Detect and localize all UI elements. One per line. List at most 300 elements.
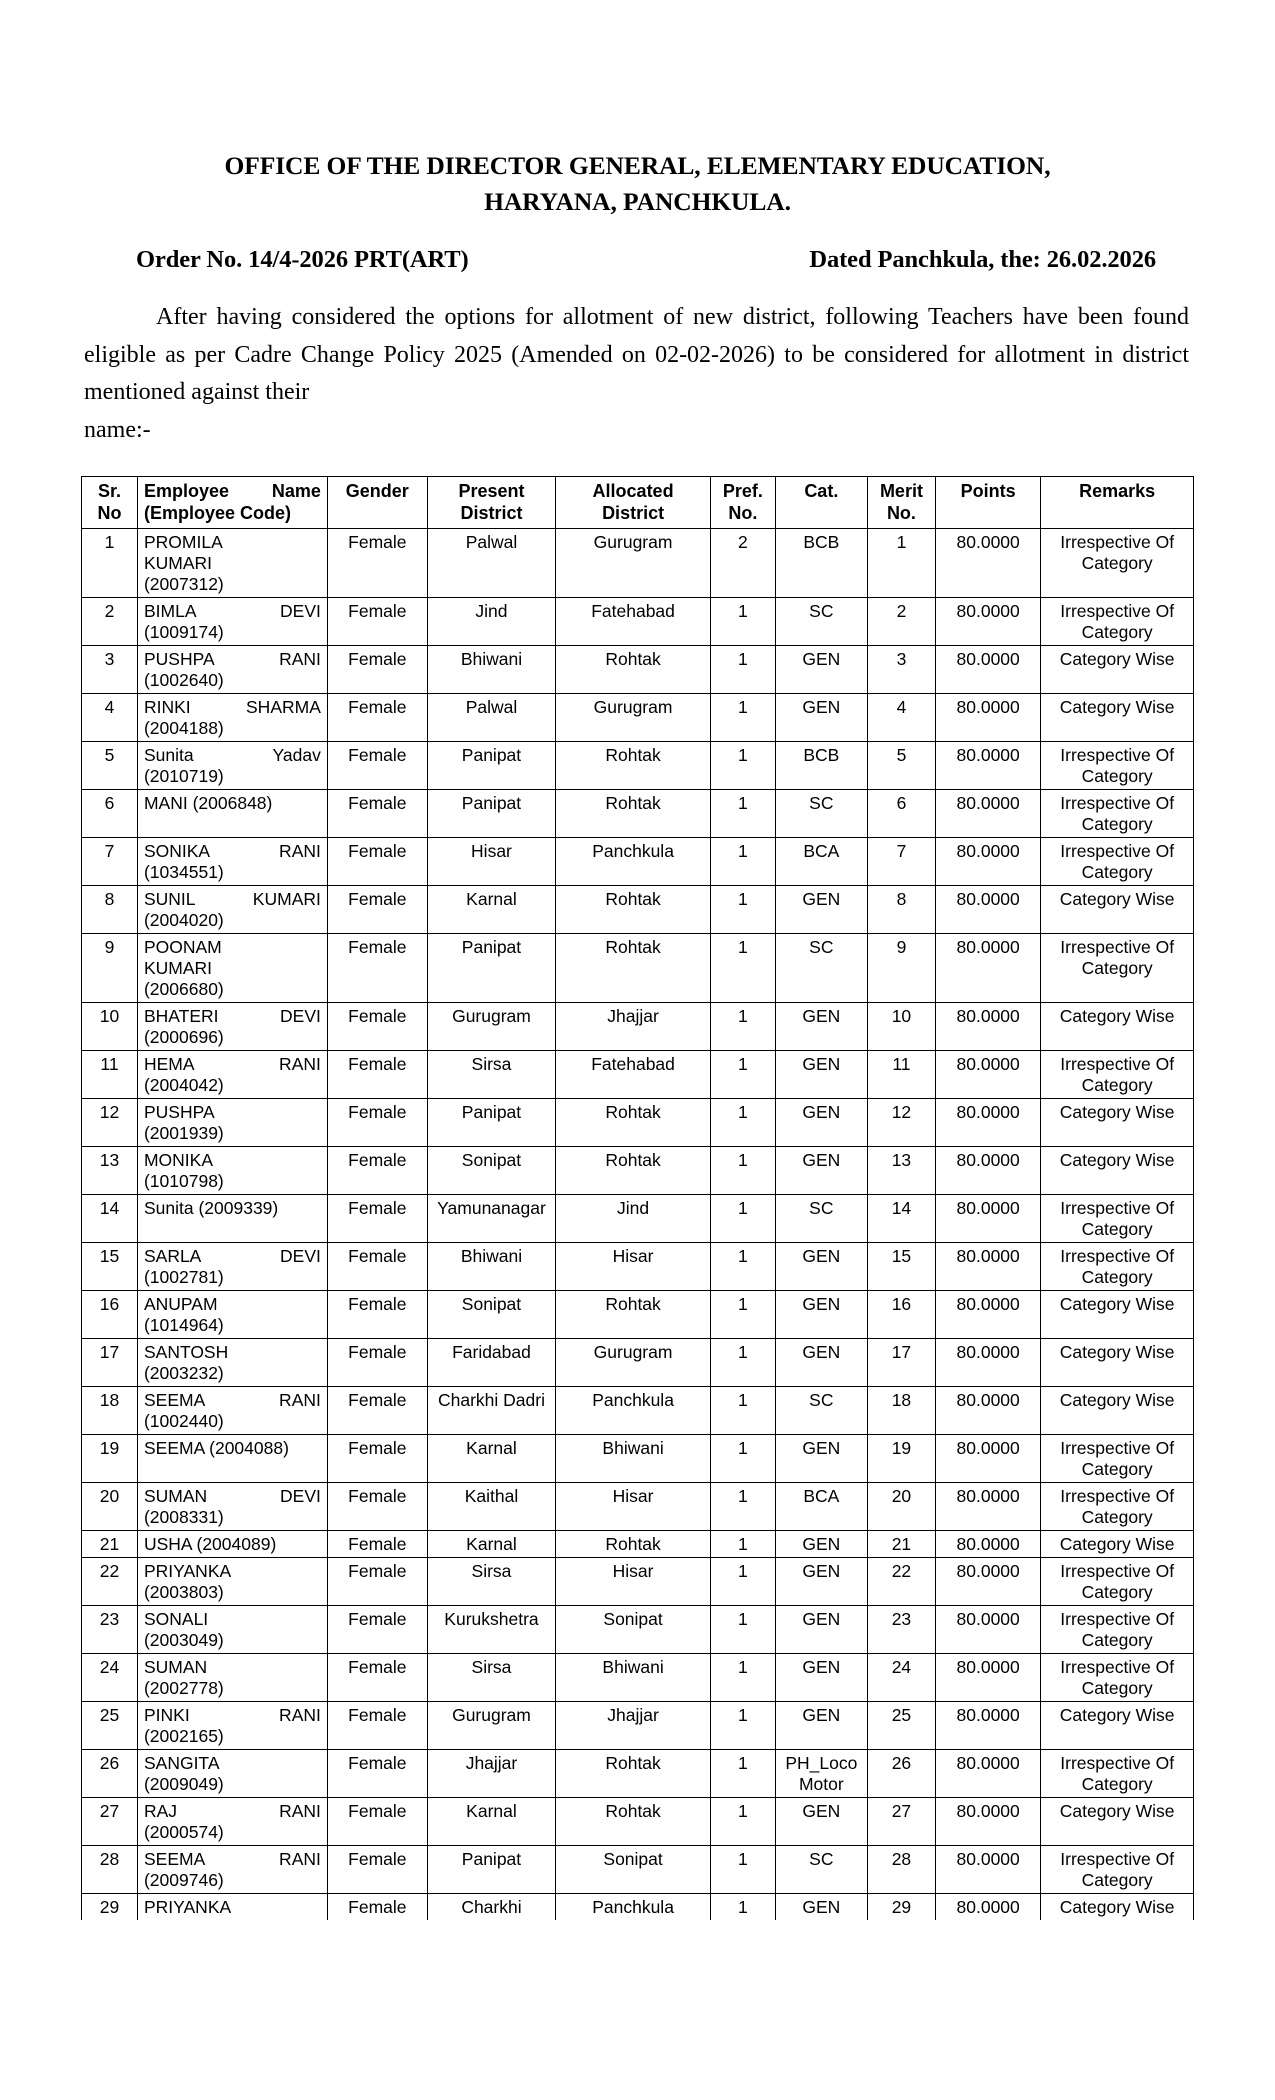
- cell-present-district: Karnal: [427, 1798, 555, 1846]
- cell-merit-no: 1: [867, 529, 935, 598]
- table-row: [82, 529, 1194, 598]
- cell-present-district: Panipat: [427, 742, 555, 790]
- employee-name-line: BHATERI DEVI: [143, 1006, 321, 1027]
- cell-points: 80.0000: [935, 1750, 1040, 1798]
- cell-category: PH_Loco Motor: [775, 1750, 867, 1798]
- present-header-line1: Present: [458, 481, 525, 502]
- cell-sr-no: 5: [82, 742, 138, 790]
- employee-code: (2002165): [143, 1726, 224, 1747]
- cell-remarks: Category Wise: [1041, 886, 1194, 934]
- employee-code: (2003232): [143, 1363, 224, 1384]
- cell-gender: Female: [327, 1654, 427, 1702]
- cell-allocated-district: Hisar: [556, 1483, 711, 1531]
- employee-code: (2003049): [143, 1630, 224, 1651]
- cell-remarks: Irrespective Of Category: [1041, 529, 1194, 598]
- table-row: [82, 1387, 1194, 1435]
- allotment-table-body: [82, 529, 1194, 1921]
- cell-present-district: Hisar: [427, 838, 555, 886]
- col-header-points: Points: [935, 477, 1040, 529]
- cell-merit-no: 26: [867, 1750, 935, 1798]
- cell-points: 80.0000: [935, 838, 1040, 886]
- cell-sr-no: 26: [82, 1750, 138, 1798]
- cell-allocated-district: Fatehabad: [556, 1051, 711, 1099]
- col-header-sr-no: [82, 477, 138, 529]
- cell-employee-name: [137, 1750, 327, 1798]
- allotment-table: [81, 476, 1194, 1920]
- cell-employee-name: [137, 1387, 327, 1435]
- employee-code: SEEMA (2004088): [143, 1438, 289, 1459]
- cell-pref-no: 1: [710, 1339, 775, 1387]
- employee-name-line: SANTOSH: [143, 1342, 229, 1363]
- cell-category: BCA: [775, 1483, 867, 1531]
- cell-allocated-district: Rohtak: [556, 934, 711, 1003]
- cell-employee-name: [137, 886, 327, 934]
- table-row: [82, 1147, 1194, 1195]
- cell-present-district: Karnal: [427, 1435, 555, 1483]
- employee-code: (2004188): [143, 718, 224, 739]
- cell-points: 80.0000: [935, 1435, 1040, 1483]
- cell-category: GEN: [775, 1243, 867, 1291]
- cell-category: BCB: [775, 742, 867, 790]
- cell-points: 80.0000: [935, 1147, 1040, 1195]
- cell-merit-no: 6: [867, 790, 935, 838]
- cell-category: GEN: [775, 1003, 867, 1051]
- cell-points: 80.0000: [935, 886, 1040, 934]
- cell-merit-no: 20: [867, 1483, 935, 1531]
- cell-remarks: Irrespective Of Category: [1041, 1195, 1194, 1243]
- cell-allocated-district: Hisar: [556, 1243, 711, 1291]
- cell-employee-name: [137, 646, 327, 694]
- cell-pref-no: 1: [710, 598, 775, 646]
- cell-employee-name: [137, 529, 327, 598]
- cell-gender: Female: [327, 934, 427, 1003]
- cell-allocated-district: Jhajjar: [556, 1702, 711, 1750]
- cell-points: 80.0000: [935, 1291, 1040, 1339]
- cell-category: GEN: [775, 1339, 867, 1387]
- cell-remarks: Category Wise: [1041, 1291, 1194, 1339]
- employee-name-line: ANUPAM: [143, 1294, 218, 1315]
- cell-present-district: Panipat: [427, 790, 555, 838]
- cell-allocated-district: Rohtak: [556, 886, 711, 934]
- cell-merit-no: 13: [867, 1147, 935, 1195]
- cell-present-district: Karnal: [427, 886, 555, 934]
- cell-gender: Female: [327, 646, 427, 694]
- cell-merit-no: 29: [867, 1894, 935, 1921]
- cell-merit-no: 17: [867, 1339, 935, 1387]
- cell-category: GEN: [775, 1606, 867, 1654]
- table-row: [82, 1798, 1194, 1846]
- cell-points: 80.0000: [935, 646, 1040, 694]
- cell-category: GEN: [775, 1099, 867, 1147]
- cell-points: 80.0000: [935, 1654, 1040, 1702]
- table-row: [82, 694, 1194, 742]
- cell-gender: Female: [327, 1003, 427, 1051]
- cell-pref-no: 1: [710, 1654, 775, 1702]
- cell-present-district: Palwal: [427, 529, 555, 598]
- cell-category: SC: [775, 1387, 867, 1435]
- cell-gender: Female: [327, 1558, 427, 1606]
- cell-points: 80.0000: [935, 790, 1040, 838]
- cell-gender: Female: [327, 1531, 427, 1558]
- cell-remarks: Irrespective Of Category: [1041, 934, 1194, 1003]
- cell-gender: Female: [327, 1894, 427, 1921]
- table-row: [82, 1654, 1194, 1702]
- cell-allocated-district: Rohtak: [556, 646, 711, 694]
- table-row: [82, 1051, 1194, 1099]
- cell-category: GEN: [775, 886, 867, 934]
- cell-merit-no: 15: [867, 1243, 935, 1291]
- cell-gender: Female: [327, 598, 427, 646]
- cell-sr-no: 3: [82, 646, 138, 694]
- cell-present-district: Kurukshetra: [427, 1606, 555, 1654]
- employee-code: USHA (2004089): [143, 1534, 277, 1555]
- col-header-employee-name: [137, 477, 327, 529]
- cell-gender: Female: [327, 1606, 427, 1654]
- cell-remarks: Category Wise: [1041, 1339, 1194, 1387]
- cell-remarks: Irrespective Of Category: [1041, 1846, 1194, 1894]
- cell-pref-no: 1: [710, 838, 775, 886]
- table-row: [82, 1291, 1194, 1339]
- cell-employee-name: [137, 1147, 327, 1195]
- cell-points: 80.0000: [935, 694, 1040, 742]
- cell-pref-no: 1: [710, 742, 775, 790]
- employee-name-line: HEMA RANI: [143, 1054, 321, 1075]
- cell-employee-name: [137, 694, 327, 742]
- cell-merit-no: 12: [867, 1099, 935, 1147]
- sr-no-line1: Sr.: [97, 481, 121, 502]
- cell-pref-no: 1: [710, 1531, 775, 1558]
- cell-merit-no: 11: [867, 1051, 935, 1099]
- cell-category: SC: [775, 598, 867, 646]
- cell-gender: Female: [327, 1243, 427, 1291]
- cell-allocated-district: Bhiwani: [556, 1654, 711, 1702]
- employee-name-line: PRIYANKA: [143, 1561, 232, 1582]
- cell-gender: Female: [327, 838, 427, 886]
- sr-no-line2: No: [97, 502, 122, 523]
- cell-remarks: Category Wise: [1041, 694, 1194, 742]
- cell-employee-name: [137, 1702, 327, 1750]
- table-row: [82, 1483, 1194, 1531]
- cell-points: 80.0000: [935, 1387, 1040, 1435]
- cell-employee-name: [137, 1654, 327, 1702]
- cell-category: GEN: [775, 1798, 867, 1846]
- order-number: Order No. 14/4-2026 PRT(ART): [136, 246, 469, 274]
- employee-name-line: MONIKA: [143, 1150, 214, 1171]
- employee-name-line: POONAM: [143, 937, 222, 958]
- cell-category: BCB: [775, 529, 867, 598]
- table-row: [82, 1750, 1194, 1798]
- cell-remarks: Irrespective Of Category: [1041, 1051, 1194, 1099]
- employee-code: (2009746): [143, 1870, 224, 1891]
- intro-paragraph: [81, 299, 1194, 449]
- employee-name-line: PROMILA: [143, 532, 223, 553]
- cell-remarks: Category Wise: [1041, 1798, 1194, 1846]
- cell-category: SC: [775, 1195, 867, 1243]
- table-row: [82, 934, 1194, 1003]
- table-row: [82, 1531, 1194, 1558]
- cell-category: GEN: [775, 1894, 867, 1921]
- cell-category: GEN: [775, 646, 867, 694]
- cell-points: 80.0000: [935, 1339, 1040, 1387]
- cell-pref-no: 1: [710, 1894, 775, 1921]
- cell-remarks: Irrespective Of Category: [1041, 1558, 1194, 1606]
- employee-code: (1002440): [143, 1411, 224, 1432]
- cell-allocated-district: Rohtak: [556, 1291, 711, 1339]
- employee-code: (2000696): [143, 1027, 224, 1048]
- employee-name-line: SARLA DEVI: [143, 1246, 321, 1267]
- cell-sr-no: 6: [82, 790, 138, 838]
- cell-gender: Female: [327, 1051, 427, 1099]
- cell-allocated-district: Rohtak: [556, 1147, 711, 1195]
- cell-pref-no: 1: [710, 1483, 775, 1531]
- cell-remarks: Category Wise: [1041, 1894, 1194, 1921]
- cell-category: GEN: [775, 1654, 867, 1702]
- present-header-line2: District: [460, 502, 523, 523]
- table-row: [82, 1435, 1194, 1483]
- table-row: [82, 1003, 1194, 1051]
- table-row: [82, 1894, 1194, 1921]
- cell-sr-no: 11: [82, 1051, 138, 1099]
- cell-remarks: Irrespective Of Category: [1041, 1654, 1194, 1702]
- cell-employee-name: [137, 790, 327, 838]
- cell-remarks: Category Wise: [1041, 1099, 1194, 1147]
- table-row: [82, 1846, 1194, 1894]
- cell-remarks: Category Wise: [1041, 1147, 1194, 1195]
- cell-gender: Female: [327, 1291, 427, 1339]
- cell-present-district: Sirsa: [427, 1654, 555, 1702]
- cell-sr-no: 22: [82, 1558, 138, 1606]
- cell-sr-no: 1: [82, 529, 138, 598]
- employee-code: (2006680): [143, 979, 224, 1000]
- cell-allocated-district: Panchkula: [556, 1894, 711, 1921]
- table-row: [82, 1195, 1194, 1243]
- cell-allocated-district: Gurugram: [556, 529, 711, 598]
- cell-points: 80.0000: [935, 1051, 1040, 1099]
- cell-present-district: Charkhi Dadri: [427, 1387, 555, 1435]
- cell-pref-no: 1: [710, 1387, 775, 1435]
- employee-code: (1010798): [143, 1171, 224, 1192]
- cell-sr-no: 24: [82, 1654, 138, 1702]
- cell-gender: Female: [327, 1702, 427, 1750]
- allocated-header-line2: District: [602, 502, 665, 523]
- employee-name-line: SUMAN: [143, 1657, 208, 1678]
- employee-name-line: SEEMA RANI: [143, 1849, 321, 1870]
- cell-points: 80.0000: [935, 1606, 1040, 1654]
- cell-present-district: Gurugram: [427, 1702, 555, 1750]
- cell-allocated-district: Gurugram: [556, 1339, 711, 1387]
- employee-name-line: SANGITA: [143, 1753, 220, 1774]
- cell-pref-no: 1: [710, 934, 775, 1003]
- cell-sr-no: 18: [82, 1387, 138, 1435]
- cell-remarks: Irrespective Of Category: [1041, 1435, 1194, 1483]
- cell-category: GEN: [775, 1702, 867, 1750]
- cell-remarks: Category Wise: [1041, 1702, 1194, 1750]
- cell-pref-no: 1: [710, 646, 775, 694]
- cell-merit-no: 8: [867, 886, 935, 934]
- employee-name-line: RINKI SHARMA: [143, 697, 321, 718]
- cell-present-district: Kaithal: [427, 1483, 555, 1531]
- cell-employee-name: [137, 1051, 327, 1099]
- intro-paragraph-text: After having considered the options for allotment of new district, following Teachers have been found eligible as per Cadre Change Policy 2025 (Amended on 02-02-2026) to be considered for allotment in district mentioned against their: [84, 304, 1189, 406]
- cell-present-district: Panipat: [427, 1099, 555, 1147]
- merit-header-line1: Merit: [879, 481, 923, 502]
- cell-points: 80.0000: [935, 598, 1040, 646]
- pref-header-line1: Pref.: [722, 481, 763, 502]
- cell-remarks: Irrespective Of Category: [1041, 1483, 1194, 1531]
- cell-employee-name: [137, 1558, 327, 1606]
- cell-points: 80.0000: [935, 1003, 1040, 1051]
- cell-gender: Female: [327, 1195, 427, 1243]
- cell-allocated-district: Jind: [556, 1195, 711, 1243]
- cell-sr-no: 13: [82, 1147, 138, 1195]
- employee-name-line: SUNIL KUMARI: [143, 889, 321, 910]
- table-row: [82, 886, 1194, 934]
- col-header-allocated-district: [556, 477, 711, 529]
- cell-remarks: Category Wise: [1041, 646, 1194, 694]
- cell-present-district: Yamunanagar: [427, 1195, 555, 1243]
- cell-category: GEN: [775, 694, 867, 742]
- cell-present-district: Palwal: [427, 694, 555, 742]
- cell-present-district: Jind: [427, 598, 555, 646]
- cell-merit-no: 27: [867, 1798, 935, 1846]
- cell-present-district: Sirsa: [427, 1051, 555, 1099]
- cell-points: 80.0000: [935, 1702, 1040, 1750]
- cell-gender: Female: [327, 529, 427, 598]
- cell-employee-name: [137, 1291, 327, 1339]
- cell-merit-no: 14: [867, 1195, 935, 1243]
- cell-sr-no: 16: [82, 1291, 138, 1339]
- cell-category: GEN: [775, 1291, 867, 1339]
- cell-employee-name: [137, 1243, 327, 1291]
- cell-points: 80.0000: [935, 742, 1040, 790]
- cell-merit-no: 7: [867, 838, 935, 886]
- cell-allocated-district: Sonipat: [556, 1606, 711, 1654]
- cell-pref-no: 1: [710, 1750, 775, 1798]
- cell-employee-name: [137, 1531, 327, 1558]
- employee-header-line1: Employee Name: [143, 481, 321, 502]
- cell-pref-no: 1: [710, 1846, 775, 1894]
- cell-category: BCA: [775, 838, 867, 886]
- employee-code: (1009174): [143, 622, 224, 643]
- cell-pref-no: 1: [710, 790, 775, 838]
- cell-merit-no: 10: [867, 1003, 935, 1051]
- employee-code: (2004042): [143, 1075, 224, 1096]
- table-row: [82, 742, 1194, 790]
- col-header-gender: Gender: [327, 477, 427, 529]
- cell-present-district: Bhiwani: [427, 646, 555, 694]
- cell-category: GEN: [775, 1147, 867, 1195]
- employee-code: Sunita (2009339): [143, 1198, 279, 1219]
- order-date: Dated Panchkula, the: 26.02.2026: [809, 246, 1156, 274]
- cell-gender: Female: [327, 790, 427, 838]
- table-row: [82, 790, 1194, 838]
- cell-sr-no: 14: [82, 1195, 138, 1243]
- cell-sr-no: 4: [82, 694, 138, 742]
- cell-allocated-district: Gurugram: [556, 694, 711, 742]
- cell-allocated-district: Jhajjar: [556, 1003, 711, 1051]
- intro-paragraph-last-line: name:-: [84, 416, 151, 443]
- cell-merit-no: 4: [867, 694, 935, 742]
- table-row: [82, 838, 1194, 886]
- employee-code: (1034551): [143, 862, 224, 883]
- cell-pref-no: 1: [710, 1435, 775, 1483]
- col-header-present-district: [427, 477, 555, 529]
- col-header-pref-no: [710, 477, 775, 529]
- cell-employee-name: [137, 934, 327, 1003]
- cell-points: 80.0000: [935, 934, 1040, 1003]
- cell-sr-no: 8: [82, 886, 138, 934]
- cell-employee-name: [137, 1894, 327, 1921]
- cell-points: 80.0000: [935, 1894, 1040, 1921]
- employee-name-line: SONIKA RANI: [143, 841, 321, 862]
- cell-sr-no: 10: [82, 1003, 138, 1051]
- table-row: [82, 646, 1194, 694]
- employee-code: (2008331): [143, 1507, 224, 1528]
- cell-employee-name: [137, 1483, 327, 1531]
- pref-header-line2: No.: [728, 502, 758, 523]
- cell-present-district: Panipat: [427, 934, 555, 1003]
- cell-pref-no: 1: [710, 1606, 775, 1654]
- employee-code: (2009049): [143, 1774, 224, 1795]
- cell-points: 80.0000: [935, 529, 1040, 598]
- employee-name-line: PUSHPA: [143, 1102, 215, 1123]
- cell-sr-no: 23: [82, 1606, 138, 1654]
- employee-code: (2003803): [143, 1582, 224, 1603]
- cell-sr-no: 17: [82, 1339, 138, 1387]
- cell-employee-name: [137, 1798, 327, 1846]
- employee-header-line2: (Employee Code): [143, 502, 291, 523]
- col-header-category: Cat.: [775, 477, 867, 529]
- cell-present-district: Charkhi: [427, 1894, 555, 1921]
- merit-header-line2: No.: [886, 502, 916, 523]
- cell-gender: Female: [327, 886, 427, 934]
- cell-employee-name: [137, 1099, 327, 1147]
- cell-allocated-district: Panchkula: [556, 838, 711, 886]
- employee-code: (2007312): [143, 574, 224, 595]
- cell-employee-name: [137, 1435, 327, 1483]
- table-row: [82, 1606, 1194, 1654]
- table-row: [82, 1339, 1194, 1387]
- cell-category: SC: [775, 790, 867, 838]
- cell-sr-no: 9: [82, 934, 138, 1003]
- table-row: [82, 1099, 1194, 1147]
- cell-sr-no: 25: [82, 1702, 138, 1750]
- cell-gender: Female: [327, 1846, 427, 1894]
- cell-pref-no: 1: [710, 1099, 775, 1147]
- employee-code: (1002781): [143, 1267, 224, 1288]
- cell-present-district: Sonipat: [427, 1291, 555, 1339]
- cell-points: 80.0000: [935, 1558, 1040, 1606]
- cell-sr-no: 21: [82, 1531, 138, 1558]
- cell-sr-no: 27: [82, 1798, 138, 1846]
- table-row: [82, 1702, 1194, 1750]
- cell-gender: Female: [327, 1099, 427, 1147]
- cell-employee-name: [137, 1339, 327, 1387]
- employee-code: (2004020): [143, 910, 224, 931]
- table-row: [82, 598, 1194, 646]
- cell-present-district: Sonipat: [427, 1147, 555, 1195]
- order-header-line: [81, 246, 1194, 274]
- cell-gender: Female: [327, 1147, 427, 1195]
- cell-pref-no: 1: [710, 1702, 775, 1750]
- employee-code: (1014964): [143, 1315, 224, 1336]
- cell-present-district: Panipat: [427, 1846, 555, 1894]
- cell-merit-no: 19: [867, 1435, 935, 1483]
- cell-allocated-district: Rohtak: [556, 1099, 711, 1147]
- cell-remarks: Irrespective Of Category: [1041, 742, 1194, 790]
- cell-merit-no: 3: [867, 646, 935, 694]
- cell-remarks: Category Wise: [1041, 1387, 1194, 1435]
